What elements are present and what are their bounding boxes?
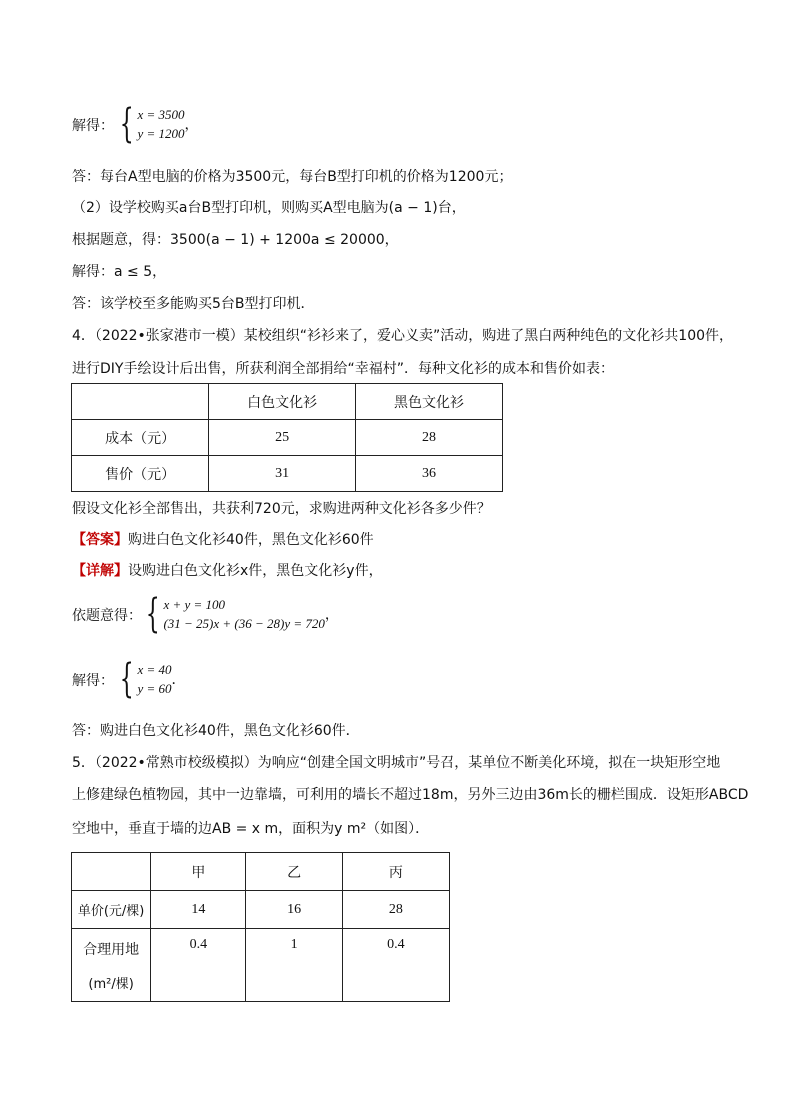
table-cell: 25 (209, 420, 356, 456)
answer-tag: 【答案】 (72, 532, 128, 548)
q4-system-label: 依题意得： (72, 608, 142, 624)
table-cell: 28 (356, 420, 503, 456)
punctuation: ， (324, 607, 339, 623)
table-cell: 16 (246, 891, 342, 929)
q4-question: 假设文化衫全部售出，共获利720元，求购进两种文化衫各多少件？ (72, 501, 491, 517)
table-cell: 单价(元/棵) (72, 891, 151, 929)
q4-cost-price-table (71, 383, 503, 492)
table-header-cell: 白色文化衫 (209, 384, 356, 420)
table-header-cell: 乙 (246, 853, 342, 891)
answer-text: 购进白色文化衫40件，黑色文化衫60件 (128, 532, 374, 548)
cell-line: 合理用地 (83, 941, 140, 958)
part-2-equation: 根据题意，得：3500(a − 1) + 1200a ≤ 20000， (72, 232, 399, 248)
table-cell (72, 929, 151, 1002)
q4-detail (72, 562, 383, 580)
equation: x + y = 100 (163, 597, 226, 612)
q5-plant-table (71, 852, 450, 1002)
table-header-cell: 甲 (151, 853, 246, 891)
part-2-solve: 解得：a ≤ 5， (72, 264, 167, 280)
solve-label: 解得： (72, 118, 114, 134)
equation: y = 60 (137, 681, 172, 696)
q5-line-1: 5．（2022•常熟市校级模拟）为响应“创建全国文明城市”号召，某单位不断美化环境，拟在一块矩形空地 (72, 755, 721, 771)
table-cell: 售价（元） (72, 456, 209, 492)
table-header-cell (72, 384, 209, 420)
table-cell: 28 (342, 891, 449, 929)
table-cell: 36 (356, 456, 503, 492)
equation-system-3 (114, 656, 186, 702)
punctuation: ， (184, 117, 199, 133)
detail-text: 设购进白色文化衫x件，黑色文化衫y件， (128, 563, 383, 579)
table-row (72, 891, 450, 929)
table-cell: 31 (209, 456, 356, 492)
table-row (72, 456, 503, 492)
table-cell: 1 (246, 929, 342, 1002)
table-header-cell (72, 853, 151, 891)
q4-line-1: 4．（2022•张家港市一模）某校组织“衫衫来了，爱心义卖”活动，购进了黑白两种纯色的文化衫共100件， (72, 328, 734, 344)
equation-system-1 (114, 101, 199, 147)
equation: y = 1200 (137, 126, 185, 141)
table-cell: 0.4 (342, 929, 449, 1002)
table-cell: 0.4 (151, 929, 246, 1002)
table-row (72, 420, 503, 456)
answer-1: 答：每台A型电脑的价格为3500元，每台B型打印机的价格为1200元； (72, 169, 513, 185)
table-cell: 14 (151, 891, 246, 929)
table-cell: 成本（元） (72, 420, 209, 456)
q4-line-2: 进行DIY手绘设计后出售，所获利润全部捐给“幸福村”．每种文化衫的成本和售价如表： (72, 361, 614, 377)
brace: { (119, 656, 134, 702)
table-header-cell: 黑色文化衫 (356, 384, 503, 420)
q4-solve-label: 解得： (72, 673, 114, 689)
equation: x = 40 (137, 662, 172, 677)
cell-line: (m²/棵) (88, 976, 134, 992)
q5-line-3: 空地中，垂直于墙的边AB = x m，面积为y m²（如图）． (72, 821, 430, 837)
part-2-answer: 答：该学校至多能购买5台B型打印机． (72, 296, 315, 312)
q4-answer (72, 531, 374, 549)
table-row (72, 929, 450, 1002)
detail-tag: 【详解】 (72, 563, 128, 579)
part-2-intro: （2）设学校购买a台B型打印机，则购买A型电脑为(a − 1)台， (72, 200, 466, 216)
brace: { (145, 591, 160, 637)
q4-final-answer: 答：购进白色文化衫40件，黑色文化衫60件． (72, 723, 360, 739)
table-header-cell: 丙 (342, 853, 449, 891)
punctuation: ． (171, 672, 186, 688)
equation: x = 3500 (137, 107, 185, 122)
equation: (31 − 25)x + (36 − 28)y = 720 (163, 616, 325, 631)
brace: { (119, 101, 134, 147)
q5-line-2: 上修建绿色植物园，其中一边靠墙，可利用的墙长不超过18m，另外三边由36m长的栅栏围成．设矩形ABCD (72, 787, 749, 803)
equation-system-2 (140, 591, 339, 637)
